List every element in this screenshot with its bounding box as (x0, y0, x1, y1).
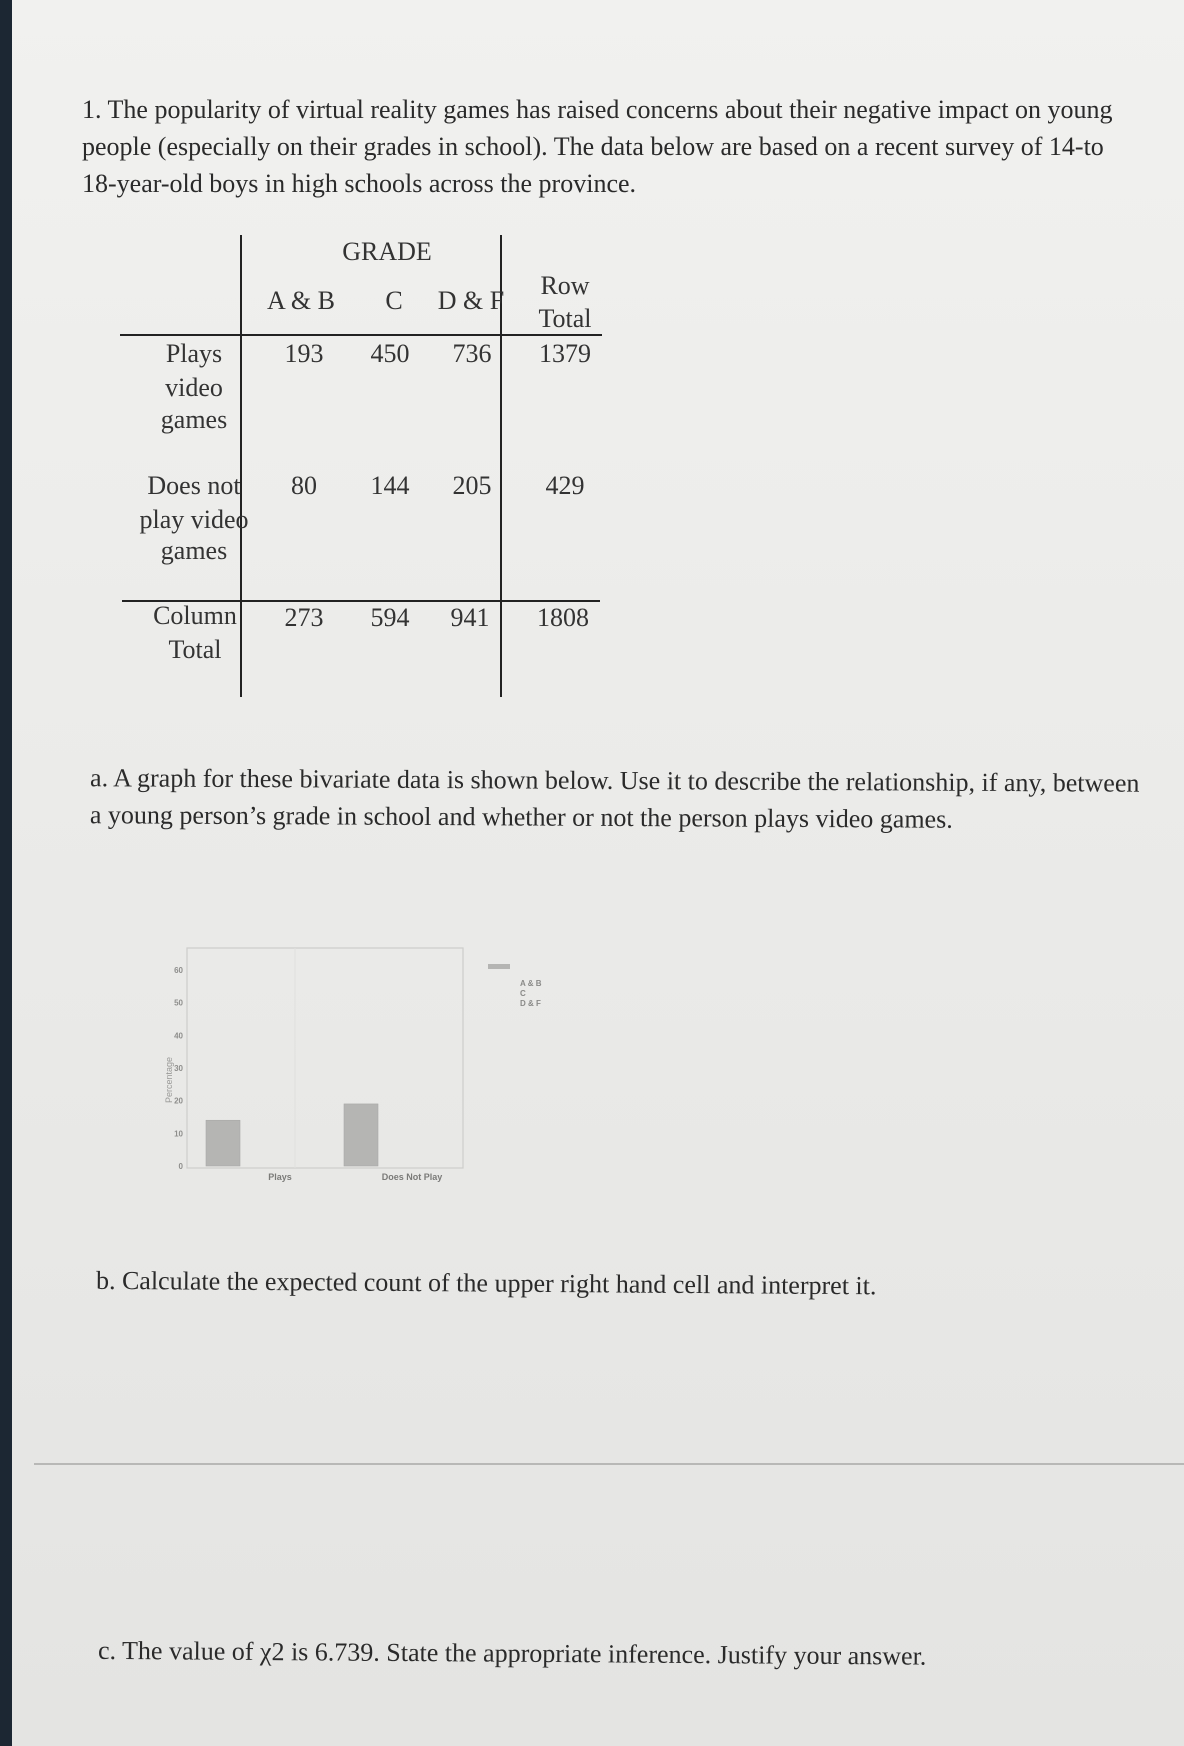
part-b-text: b. Calculate the expected count of the upper right hand cell and interpret it. (95, 1265, 877, 1301)
col-total-label-1: Column (153, 601, 237, 630)
y-axis-label: Percentage (164, 1056, 174, 1104)
legend-entry-0: A & B (520, 979, 542, 988)
cell-notplay-ab: 80 (291, 471, 317, 500)
y-axis-ticks (174, 966, 183, 1171)
legend-entry-1: C (520, 989, 526, 998)
col-header-df: D & F (437, 286, 505, 315)
cell-plays-ab: 193 (284, 339, 324, 368)
col-header-ab: A & B (267, 286, 335, 315)
cell-plays-df: 736 (452, 339, 492, 368)
grade-header: GRADE (342, 237, 432, 266)
bars (206, 1104, 378, 1166)
y-tick-10: 10 (174, 1129, 183, 1139)
cell-total-c: 594 (370, 603, 410, 632)
cell-total-df: 941 (450, 603, 490, 632)
cell-plays-total: 1379 (539, 339, 591, 368)
x-label-0: Plays (268, 1172, 292, 1182)
col-total-label-2: Total (168, 635, 222, 664)
y-tick-30: 30 (174, 1064, 183, 1073)
y-tick-20: 20 (174, 1096, 183, 1106)
row-label-plays-1: Plays (165, 339, 223, 368)
part-a-text: a. A graph for these bivariate data is shown below. Use it to describe the relationship, if any, between a young person’s grade in school and whether or not the person plays video games. (89, 763, 1140, 834)
legend-entry-2: D & F (520, 999, 541, 1008)
bar-ab-0 (206, 1120, 240, 1166)
row-label-notplay-3: games (160, 536, 228, 565)
section-divider (34, 1463, 1184, 1465)
worksheet-page (12, 0, 1184, 1746)
cell-notplay-c: 144 (370, 471, 410, 500)
question-1-text: 1. The popularity of virtual reality games has raised concerns about their negative impact on young people (especially on their grades in school). The data below are based on a recent survey of 14-to 18-year-old boys in high schools across the province. (82, 95, 1113, 198)
row-label-notplay-2: play video (139, 505, 249, 534)
col-header-c: C (385, 286, 403, 315)
row-label-plays-2: video (165, 373, 223, 402)
row-total-header-1: Row (540, 271, 590, 300)
part-c-text: c. The value of χ2 is 6.739. State the appropriate inference. Justify your answer. (97, 1635, 927, 1671)
cell-grand-total: 1808 (537, 603, 589, 632)
x-axis-labels (268, 1172, 442, 1182)
x-label-1: Does Not Play (381, 1172, 443, 1182)
y-tick-0: 0 (178, 1162, 183, 1171)
chart-legend (488, 964, 542, 1008)
row-label-plays-3: games (160, 405, 228, 434)
y-tick-50: 50 (174, 998, 183, 1008)
bar-chart (158, 940, 578, 1200)
cell-plays-c: 450 (370, 339, 410, 368)
row-label-notplay-1: Does not (147, 471, 241, 500)
legend-swatch (488, 964, 510, 969)
y-tick-40: 40 (174, 1031, 183, 1041)
cell-total-ab: 273 (284, 603, 324, 632)
cell-notplay-df: 205 (452, 471, 492, 500)
cell-notplay-total: 429 (545, 471, 585, 500)
bar-ab-1 (344, 1104, 378, 1166)
row-total-header-2: Total (538, 304, 592, 333)
y-tick-60: 60 (174, 966, 183, 975)
